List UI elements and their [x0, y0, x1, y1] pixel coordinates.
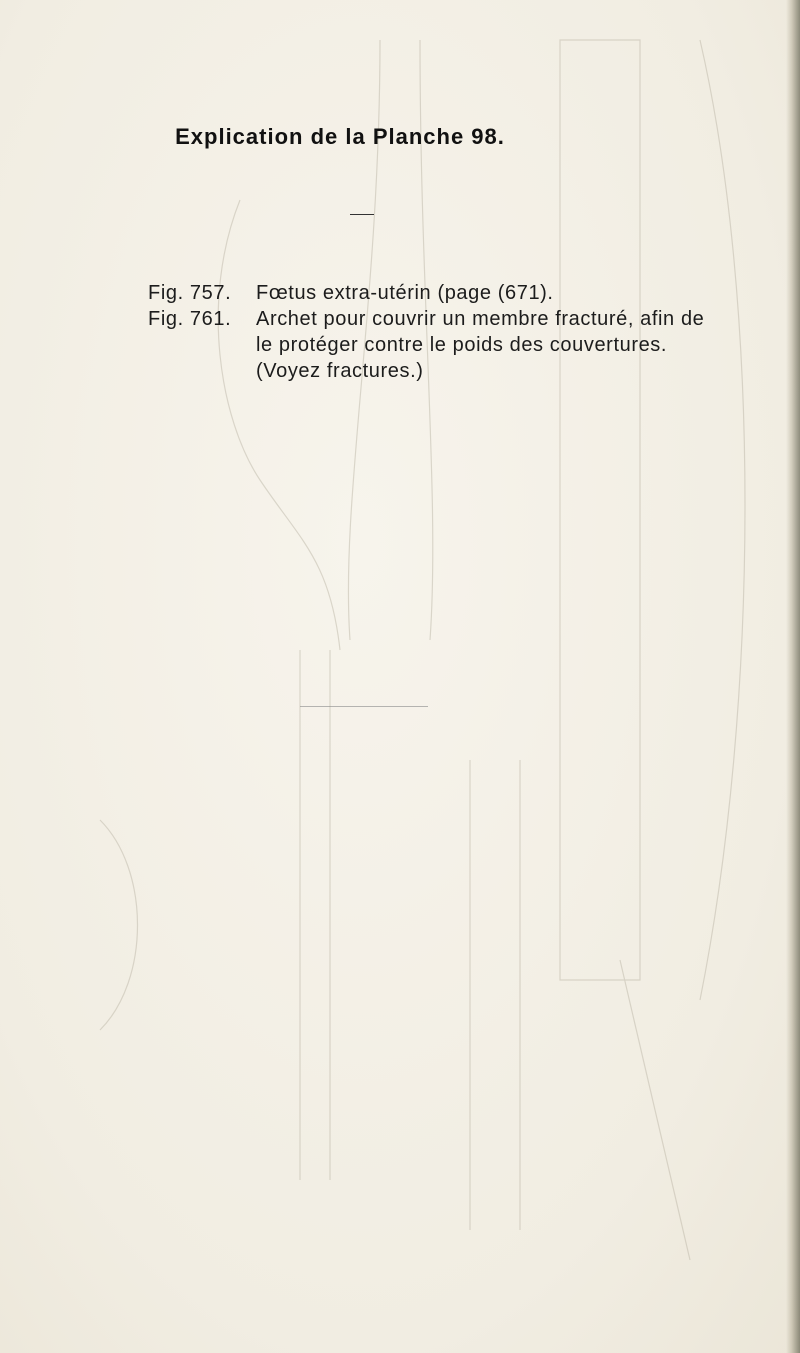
separator-rule: [350, 214, 374, 215]
figure-entry: [148, 280, 708, 306]
figure-caption: Archet pour couvrir un membre fracturé, afin de le protéger contre le poids des couvertures. (Voyez fractures.): [256, 308, 705, 382]
page-title: Explication de la Planche 98.: [175, 124, 505, 149]
page-edge-shadow: [786, 0, 800, 1353]
faint-rule: [300, 706, 428, 707]
figure-caption: Fœtus extra-utérin (page (671).: [256, 282, 554, 304]
figure-number: Fig. 761.: [148, 308, 232, 330]
figure-list: [148, 280, 708, 384]
figure-number: Fig. 757.: [148, 282, 232, 304]
figure-entry: [148, 306, 708, 384]
